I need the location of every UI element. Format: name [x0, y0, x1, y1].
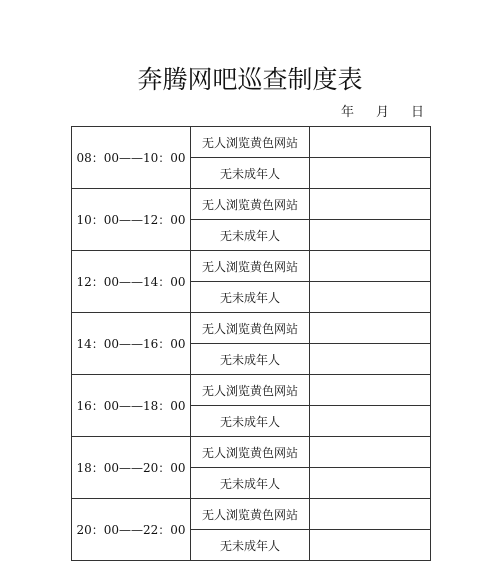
time-slot-cell: 16：00——18：00 — [72, 375, 191, 437]
table-row — [72, 375, 431, 406]
table-row — [72, 127, 431, 158]
table-row — [72, 313, 431, 344]
inspection-table — [71, 126, 431, 561]
check-result-cell[interactable] — [310, 344, 431, 375]
check-item-cell: 无未成年人 — [191, 220, 310, 251]
check-item-cell: 无未成年人 — [191, 282, 310, 313]
check-result-cell[interactable] — [310, 127, 431, 158]
check-item-cell: 无人浏览黄色网站 — [191, 375, 310, 406]
check-result-cell[interactable] — [310, 313, 431, 344]
table-row — [72, 189, 431, 220]
check-item-cell: 无人浏览黄色网站 — [191, 499, 310, 530]
check-result-cell[interactable] — [310, 375, 431, 406]
check-result-cell[interactable] — [310, 158, 431, 189]
time-slot-cell: 10：00——12：00 — [72, 189, 191, 251]
check-item-cell: 无人浏览黄色网站 — [191, 437, 310, 468]
check-result-cell[interactable] — [310, 468, 431, 499]
check-item-cell: 无未成年人 — [191, 530, 310, 561]
date-line — [341, 103, 424, 123]
check-item-cell: 无未成年人 — [191, 468, 310, 499]
check-result-cell[interactable] — [310, 437, 431, 468]
table-row — [72, 437, 431, 468]
check-result-cell[interactable] — [310, 220, 431, 251]
check-result-cell[interactable] — [310, 282, 431, 313]
table-row — [72, 499, 431, 530]
check-item-cell: 无人浏览黄色网站 — [191, 313, 310, 344]
check-item-cell: 无人浏览黄色网站 — [191, 251, 310, 282]
check-result-cell[interactable] — [310, 530, 431, 561]
time-slot-cell: 18：00——20：00 — [72, 437, 191, 499]
date-day-label: 日 — [410, 105, 424, 120]
time-slot-cell: 14：00——16：00 — [72, 313, 191, 375]
check-result-cell[interactable] — [310, 189, 431, 220]
date-year-label: 年 — [340, 105, 354, 120]
check-result-cell[interactable] — [310, 499, 431, 530]
table-row — [72, 251, 431, 282]
check-item-cell: 无未成年人 — [191, 344, 310, 375]
document-title: 奔腾网吧巡查制度表 — [137, 65, 363, 94]
check-item-cell: 无未成年人 — [191, 406, 310, 437]
check-item-cell: 无人浏览黄色网站 — [191, 189, 310, 220]
date-month-label: 月 — [375, 105, 389, 120]
time-slot-cell: 20：00——22：00 — [72, 499, 191, 561]
check-result-cell[interactable] — [310, 406, 431, 437]
check-item-cell: 无人浏览黄色网站 — [191, 127, 310, 158]
check-item-cell: 无未成年人 — [191, 158, 310, 189]
time-slot-cell: 08：00——10：00 — [72, 127, 191, 189]
check-result-cell[interactable] — [310, 251, 431, 282]
time-slot-cell: 12：00——14：00 — [72, 251, 191, 313]
